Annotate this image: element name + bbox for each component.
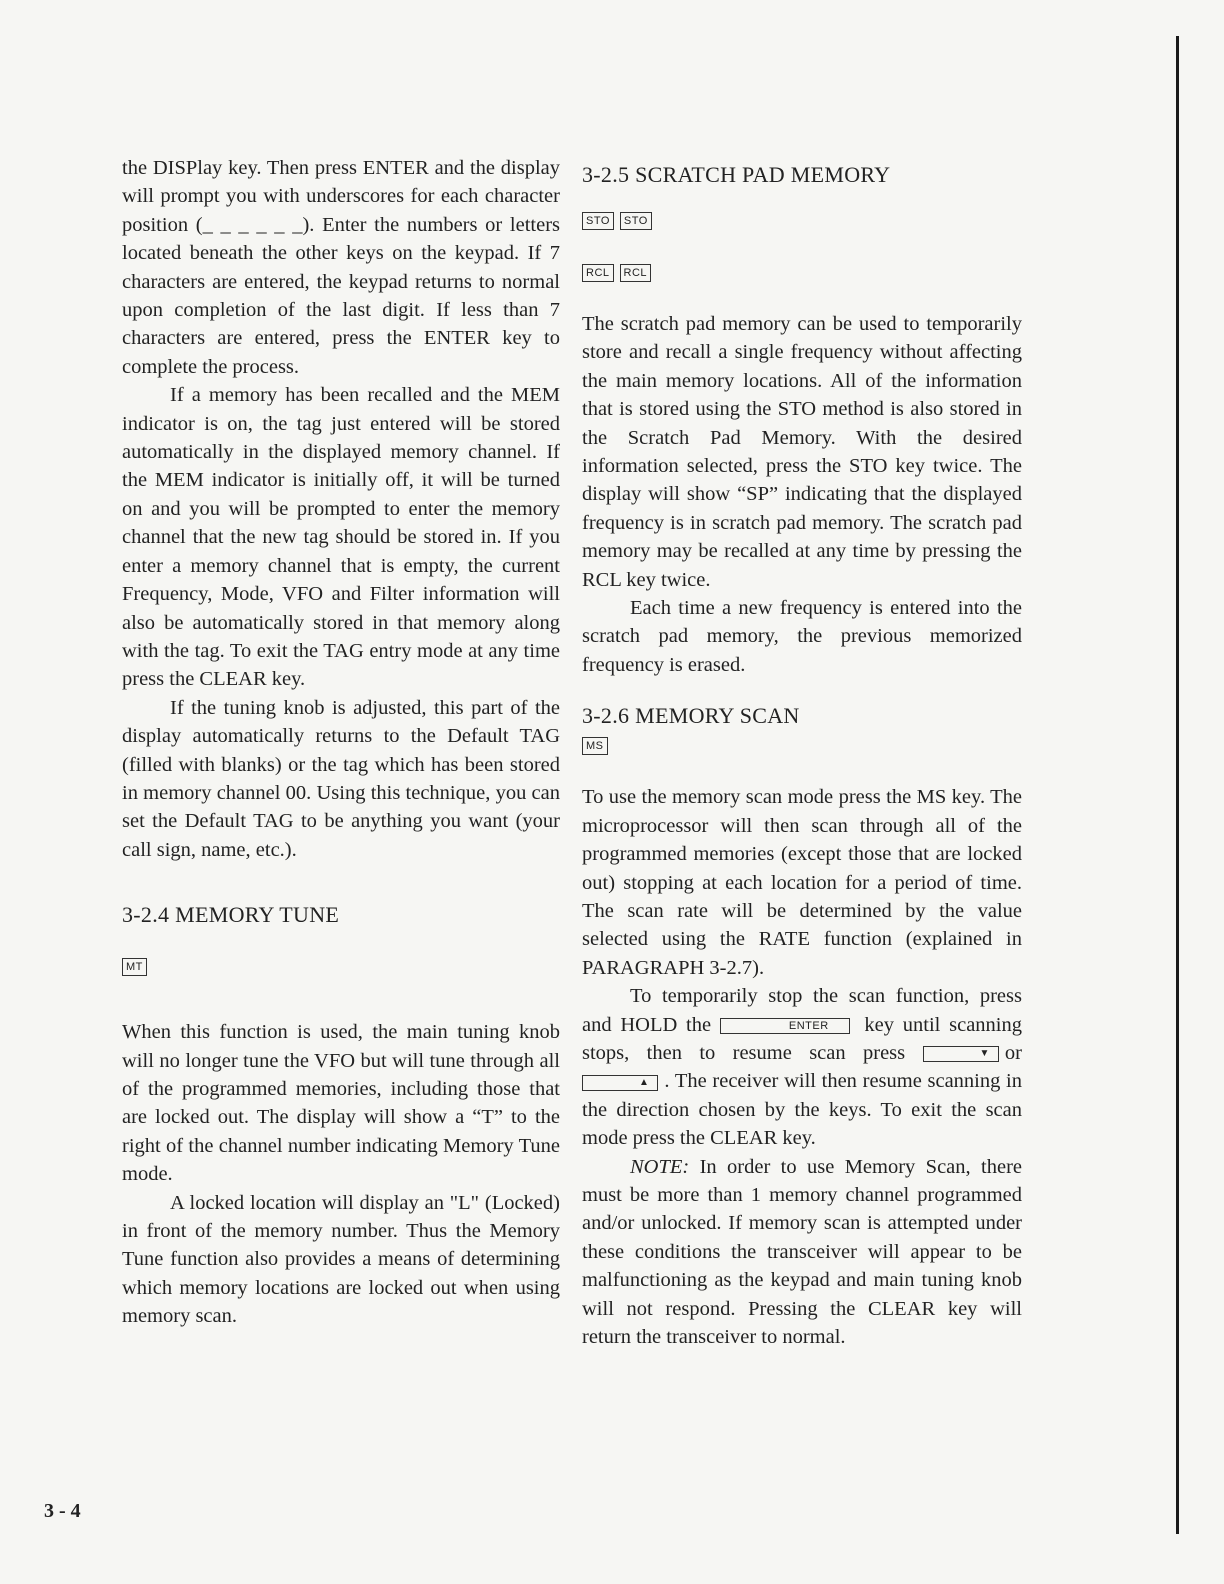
stop-scan-text-c: . The receiver will then resume scanning in the direction chosen by the keys. To exit the scan mode press the CLEAR key. — [582, 1070, 1022, 1150]
paragraph-scratch-pad-erase: Each time a new frequency is entered into the scratch pad memory, the previous memorized frequency is erased. — [582, 597, 1022, 676]
paragraph-tag-entry: the DISPlay key. Then press ENTER and the display will prompt you with underscores for each character position (_ _ _ _ _ _). Enter the numbers or letters located beneath the other keys on the keypad. If 7 characters are entered, the keypad returns to normal upon completion of the last digit. If less than 7 characters are entered, press the ENTER key to complete the process. — [122, 157, 560, 378]
key-row-rcl — [582, 258, 1022, 288]
sto-key-icon: STO — [582, 212, 614, 230]
paragraph-tag-storage: If a memory has been recalled and the MEM indicator is on, the tag just entered will be stored automatically in the displayed memory channel. If the MEM indicator is initially off, it will be turned on and you will be prompted to enter the memory channel that the new tag should be stored in. If you enter a memory channel that is empty, the current Frequency, Mode, VFO and Filter information will also be automatically stored in that memory along with the tag. To exit the TAG entry mode at any time press the CLEAR key. — [122, 384, 560, 691]
ms-key-icon: MS — [582, 737, 608, 755]
stop-scan-text-a: To temporarily stop the scan function, press and HOLD the — [582, 985, 1022, 1036]
paragraph-memory-scan: To use the memory scan mode press the MS key. The microprocessor will then scan through all of the programmed memories (except those that are locked out) stopping at each location for a period of time. The scan rate will be determined by the value selected using the RATE function (explained in PARAGRAPH 3-2.7). — [582, 786, 1022, 979]
paragraph-memory-tune: When this function is used, the main tuning knob will no longer tune the VFO but will tune through all of the programmed memories, including those that are locked out. The display will show a “T” to the right of the channel number indicating Memory Tune mode. — [122, 1021, 560, 1186]
key-row-sto — [582, 206, 1022, 236]
paragraph-default-tag: If the tuning knob is adjusted, this part of the display automatically returns to the Default TAG (filled with blanks) or the tag which has been stored in memory channel 00. Using this technique, you can set the Default TAG to be anything you want (your call sign, name, etc.). — [122, 696, 560, 861]
down-arrow-key-icon: ▼ — [923, 1046, 999, 1062]
key-row-ms — [582, 731, 1022, 761]
page-number: 3 - 4 — [44, 1500, 81, 1522]
stop-scan-text-b: key until scanning stops, then to resume scan press — [582, 1013, 1022, 1064]
note-text: In order to use Memory Scan, there must be more than 1 memory channel programmed and/or unlocked. If memory scan is attempted under these conditions the transceiver will appear to be malfunctioning as the keypad and main tuning knob will not respond. Pressing the CLEAR key will return the transceiver to normal. — [582, 1155, 1022, 1348]
sto-key-icon: STO — [620, 212, 652, 230]
paragraph-stop-scan — [582, 982, 1022, 1152]
left-column — [122, 154, 560, 1331]
rcl-key-icon: RCL — [620, 264, 652, 282]
stop-scan-or: or — [1004, 1041, 1022, 1064]
mt-key-icon: MT — [122, 958, 147, 976]
paragraph-note — [582, 1153, 1022, 1352]
paragraph-scratch-pad: The scratch pad memory can be used to temporarily store and recall a single frequency without affecting the main memory locations. All of the information that is stored using the STO method is also stored in the Scratch Pad Memory. With the desired information selected, press the STO key twice. The display will show “SP” indicating that the displayed frequency is in scratch pad memory. The scratch pad memory may be recalled at any time by pressing the RCL key twice. — [582, 313, 1022, 591]
enter-key-icon: ENTER — [720, 1018, 850, 1034]
paragraph-locked-location: A locked location will display an "L" (Locked) in front of the memory number. Thus the Memory Tune function also provides a means of determining which memory locations are locked out when using memory scan. — [122, 1191, 560, 1328]
up-arrow-key-icon: ▲ — [582, 1075, 658, 1091]
note-label: NOTE: — [630, 1155, 690, 1178]
rcl-key-icon: RCL — [582, 264, 614, 282]
key-row-mt — [122, 952, 560, 982]
heading-scratch-pad: 3-2.5 SCRATCH PAD MEMORY — [582, 162, 891, 187]
right-column — [582, 160, 1022, 1351]
heading-memory-scan: 3-2.6 MEMORY SCAN — [582, 703, 800, 729]
heading-memory-tune: 3-2.4 MEMORY TUNE — [122, 902, 340, 928]
page-margin-rule — [1176, 36, 1179, 1534]
